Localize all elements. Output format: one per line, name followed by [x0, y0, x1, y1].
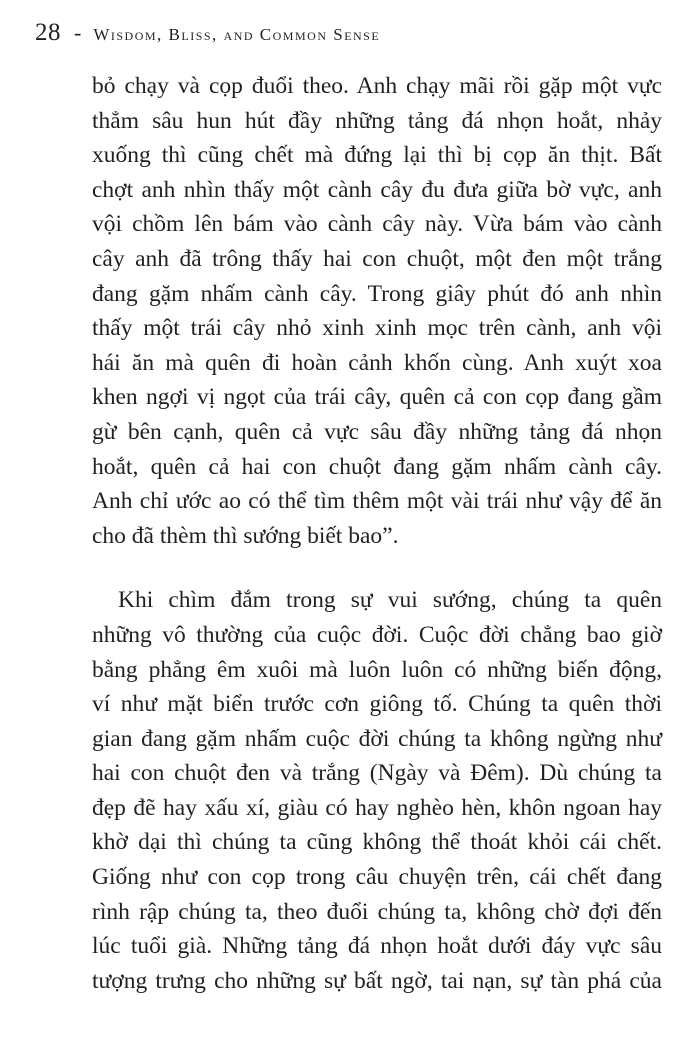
text-line: Giống như con cọp trong câu chuyện trên, cái chết đang — [92, 864, 662, 891]
text-line: ví như mặt biển trước cơn giông tố. Chúng ta quên thời — [92, 691, 662, 718]
book-title: Wisdom, Bliss, and Common Sense — [93, 25, 381, 44]
text-line: đẹp đẽ hay xấu xí, giàu có hay nghèo hèn, khôn ngoan hay — [92, 794, 662, 821]
text-line: chợt anh nhìn thấy một cành cây đu đưa giữa bờ vực, anh — [92, 176, 662, 203]
text-line: hai con chuột đen và trắng (Ngày và Đêm). Dù chúng ta — [92, 760, 662, 787]
text-line: khờ dại thì chúng ta cũng không thể thoát khỏi cái chết. — [92, 829, 662, 856]
paragraph-reflection — [92, 583, 662, 998]
text-line: thấy một trái cây nhỏ xinh xinh mọc trên cành, anh vội — [92, 315, 662, 342]
text-line: những vô thường của cuộc đời. Cuộc đời chẳng bao giờ — [92, 621, 662, 648]
text-line: xuống thì cũng chết mà đứng lại thì bị cọp ăn thịt. Bất — [92, 142, 662, 169]
text-line: tượng trưng cho những sự bất ngờ, tai nạn, sự tàn phá của — [92, 967, 662, 994]
text-line: cây anh đã trông thấy hai con chuột, một đen một trắng — [92, 245, 662, 272]
text-line: Anh chỉ ước ao có thể tìm thêm một vài trái như vậy để ăn — [92, 488, 662, 515]
text-line: bỏ chạy và cọp đuổi theo. Anh chạy mãi rồi gặp một vực — [92, 73, 662, 99]
page-number: 28 — [35, 19, 61, 46]
running-header — [35, 16, 380, 50]
text-line: vội chồm lên bám vào cành cây này. Vừa bám vào cành — [92, 211, 662, 238]
text-line: bằng phẳng êm xuôi mà luôn luôn có những biến động, — [92, 656, 662, 683]
text-line: gian đang gặm nhấm cuộc đời chúng ta không ngừng như — [92, 725, 662, 752]
text-line: gừ bên cạnh, quên cả vực sâu đầy những tảng đá nhọn — [92, 418, 662, 445]
text-line: cho đã thèm thì sướng biết bao”. — [92, 522, 399, 549]
text-line: lúc tuổi già. Những tảng đá nhọn hoắt dưới đáy vực sâu — [92, 933, 662, 960]
text-line: hoắt, quên cả hai con chuột đang gặm nhấm cành cây. — [92, 453, 662, 480]
text-line: rình rập chúng ta, theo đuổi chúng ta, không chờ đợi đến — [92, 898, 662, 925]
text-line: thẳm sâu hun hút đầy những tảng đá nhọn hoắt, nhảy — [92, 107, 662, 134]
text-line: Khi chìm đắm trong sự vui sướng, chúng ta quên — [118, 587, 662, 614]
body-text — [92, 69, 662, 998]
text-line: hái ăn mà quên đi hoàn cảnh khốn cùng. Anh xuýt xoa — [92, 349, 662, 376]
text-line: khen ngợi vị ngọt của trái cây, quên cả con cọp đang gầm — [92, 384, 662, 411]
text-line: đang gặm nhấm cành cây. Trong giây phút đó anh nhìn — [92, 280, 662, 307]
header-separator: - — [74, 20, 82, 45]
paragraph-story-ending — [92, 69, 662, 553]
